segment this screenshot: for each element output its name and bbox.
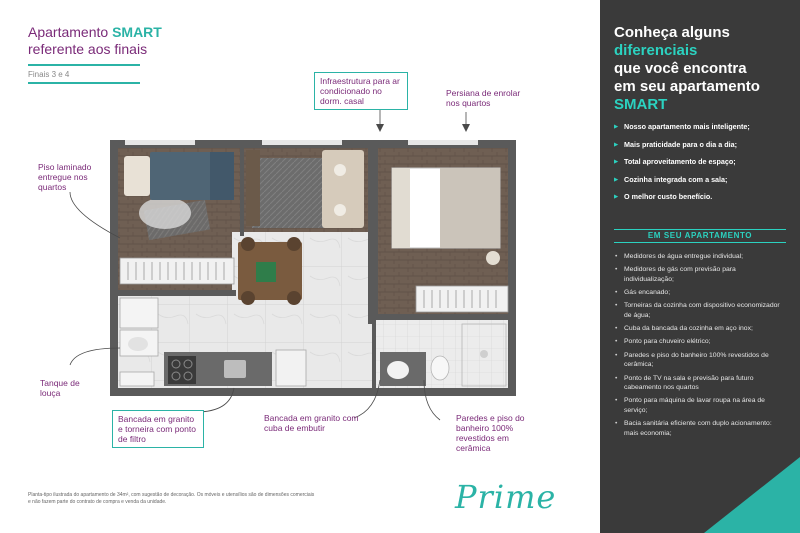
toilet xyxy=(431,356,449,380)
headline-line-1: Conheça alguns xyxy=(614,24,730,41)
leader-tanque xyxy=(70,348,120,365)
headline-line-3: que você encontra xyxy=(614,60,747,77)
closet-1 xyxy=(120,258,234,284)
washing-machine xyxy=(120,298,158,328)
section-title: EM SEU APARTAMENTO xyxy=(614,229,786,243)
prime-logo: Prime xyxy=(455,478,557,516)
headline-line-4: em seu apartamento xyxy=(614,78,760,95)
bathroom-floor xyxy=(376,320,508,388)
title-smart: SMART xyxy=(112,24,162,40)
feature-item: • Gás encanado; xyxy=(614,288,784,298)
title-prefix: Apartamento xyxy=(28,24,113,40)
shower xyxy=(462,324,506,386)
leader-banheiro xyxy=(424,380,440,420)
feature-item: • Ponto para máquina de lavar roupa na área de serviço; xyxy=(614,396,784,415)
dining-table xyxy=(238,242,302,300)
kitchen-counter xyxy=(164,352,272,386)
page-title xyxy=(28,24,162,58)
callout-infra: Infraestrutura para ar condicionado no dorm. casal xyxy=(314,72,408,110)
bedroom-2-floor xyxy=(378,148,508,314)
living-rug xyxy=(252,158,348,228)
fridge xyxy=(276,350,306,386)
feature-item: • Ponto de TV na sala e previsão para futuro cabeamento nos quartos xyxy=(614,374,784,393)
dining-floor xyxy=(232,232,372,296)
closet-2 xyxy=(416,286,508,312)
headline-line-2: diferenciais xyxy=(614,42,698,59)
callout-piso: Piso laminado entregue nos quartos xyxy=(38,162,92,192)
feature-item: • Bacia sanitária eficiente com duplo acionamento: mais economia; xyxy=(614,419,784,438)
benefit-item: ▶ Nosso apartamento mais inteligente; xyxy=(614,122,800,132)
title-divider xyxy=(28,64,140,66)
panel-headline xyxy=(614,24,760,114)
feature-item: • Medidores de água entregue individual; xyxy=(614,252,784,262)
bed-single xyxy=(150,152,230,200)
kitchen-sink xyxy=(224,360,246,378)
feature-item: • Torneiras da cozinha com dispositivo economizador de água; xyxy=(614,301,784,320)
bath-counter xyxy=(380,352,426,386)
bedroom-1-floor xyxy=(118,148,240,290)
benefit-item: ▶ Cozinha integrada com a sala; xyxy=(614,175,800,185)
outer-walls xyxy=(110,140,516,396)
tank xyxy=(120,330,158,356)
finais-divider xyxy=(28,82,140,84)
corner-accent xyxy=(704,457,800,533)
callout-tanque: Tanque de louça xyxy=(40,378,80,398)
callout-bancada-filtro: Bancada em granito e torneira com ponto de filtro xyxy=(112,410,204,448)
feature-item: • Medidores de gás com previsão para individualização; xyxy=(614,265,784,284)
stove xyxy=(168,356,196,384)
feature-item: • Cuba da bancada da cozinha em aço inox; xyxy=(614,324,784,334)
bed-double xyxy=(392,168,500,248)
feature-item: • Paredes e piso do banheiro 100% revestidos de cerâmica; xyxy=(614,351,784,370)
sofa xyxy=(322,150,364,228)
title-line2: referente aos finais xyxy=(28,41,148,57)
leader-bancada-filtro xyxy=(196,388,234,412)
benefit-list xyxy=(614,122,800,210)
leader-piso xyxy=(70,192,120,238)
features-panel xyxy=(600,0,800,533)
finais-label: Finais 3 e 4 xyxy=(28,70,70,79)
callout-bancada-cuba: Bancada em granito com cuba de embutir xyxy=(264,413,359,433)
feature-list xyxy=(614,252,784,442)
benefit-item: ▶ Total aproveitamento de espaço; xyxy=(614,157,800,167)
benefit-item: ▶ O melhor custo benefício. xyxy=(614,192,800,202)
callout-persiana: Persiana de enrolar nos quartos xyxy=(446,88,521,108)
footnote: Planta-tipo ilustrada do apartamento de 34m², com sugestão de decoração. Os móveis e utensílios são de dimensões comerciais e não fazem parte do contrato de compra e venda da unidade. xyxy=(28,492,315,505)
feature-item: • Ponto para chuveiro elétrico; xyxy=(614,337,784,347)
living-room-floor xyxy=(244,148,368,232)
kitchen-floor xyxy=(118,296,372,388)
headline-line-5: SMART xyxy=(614,96,668,113)
callout-banheiro: Paredes e piso do banheiro 100% revestidos em cerâmica xyxy=(456,413,525,453)
benefit-item: ▶ Mais praticidade para o dia a dia; xyxy=(614,140,800,150)
